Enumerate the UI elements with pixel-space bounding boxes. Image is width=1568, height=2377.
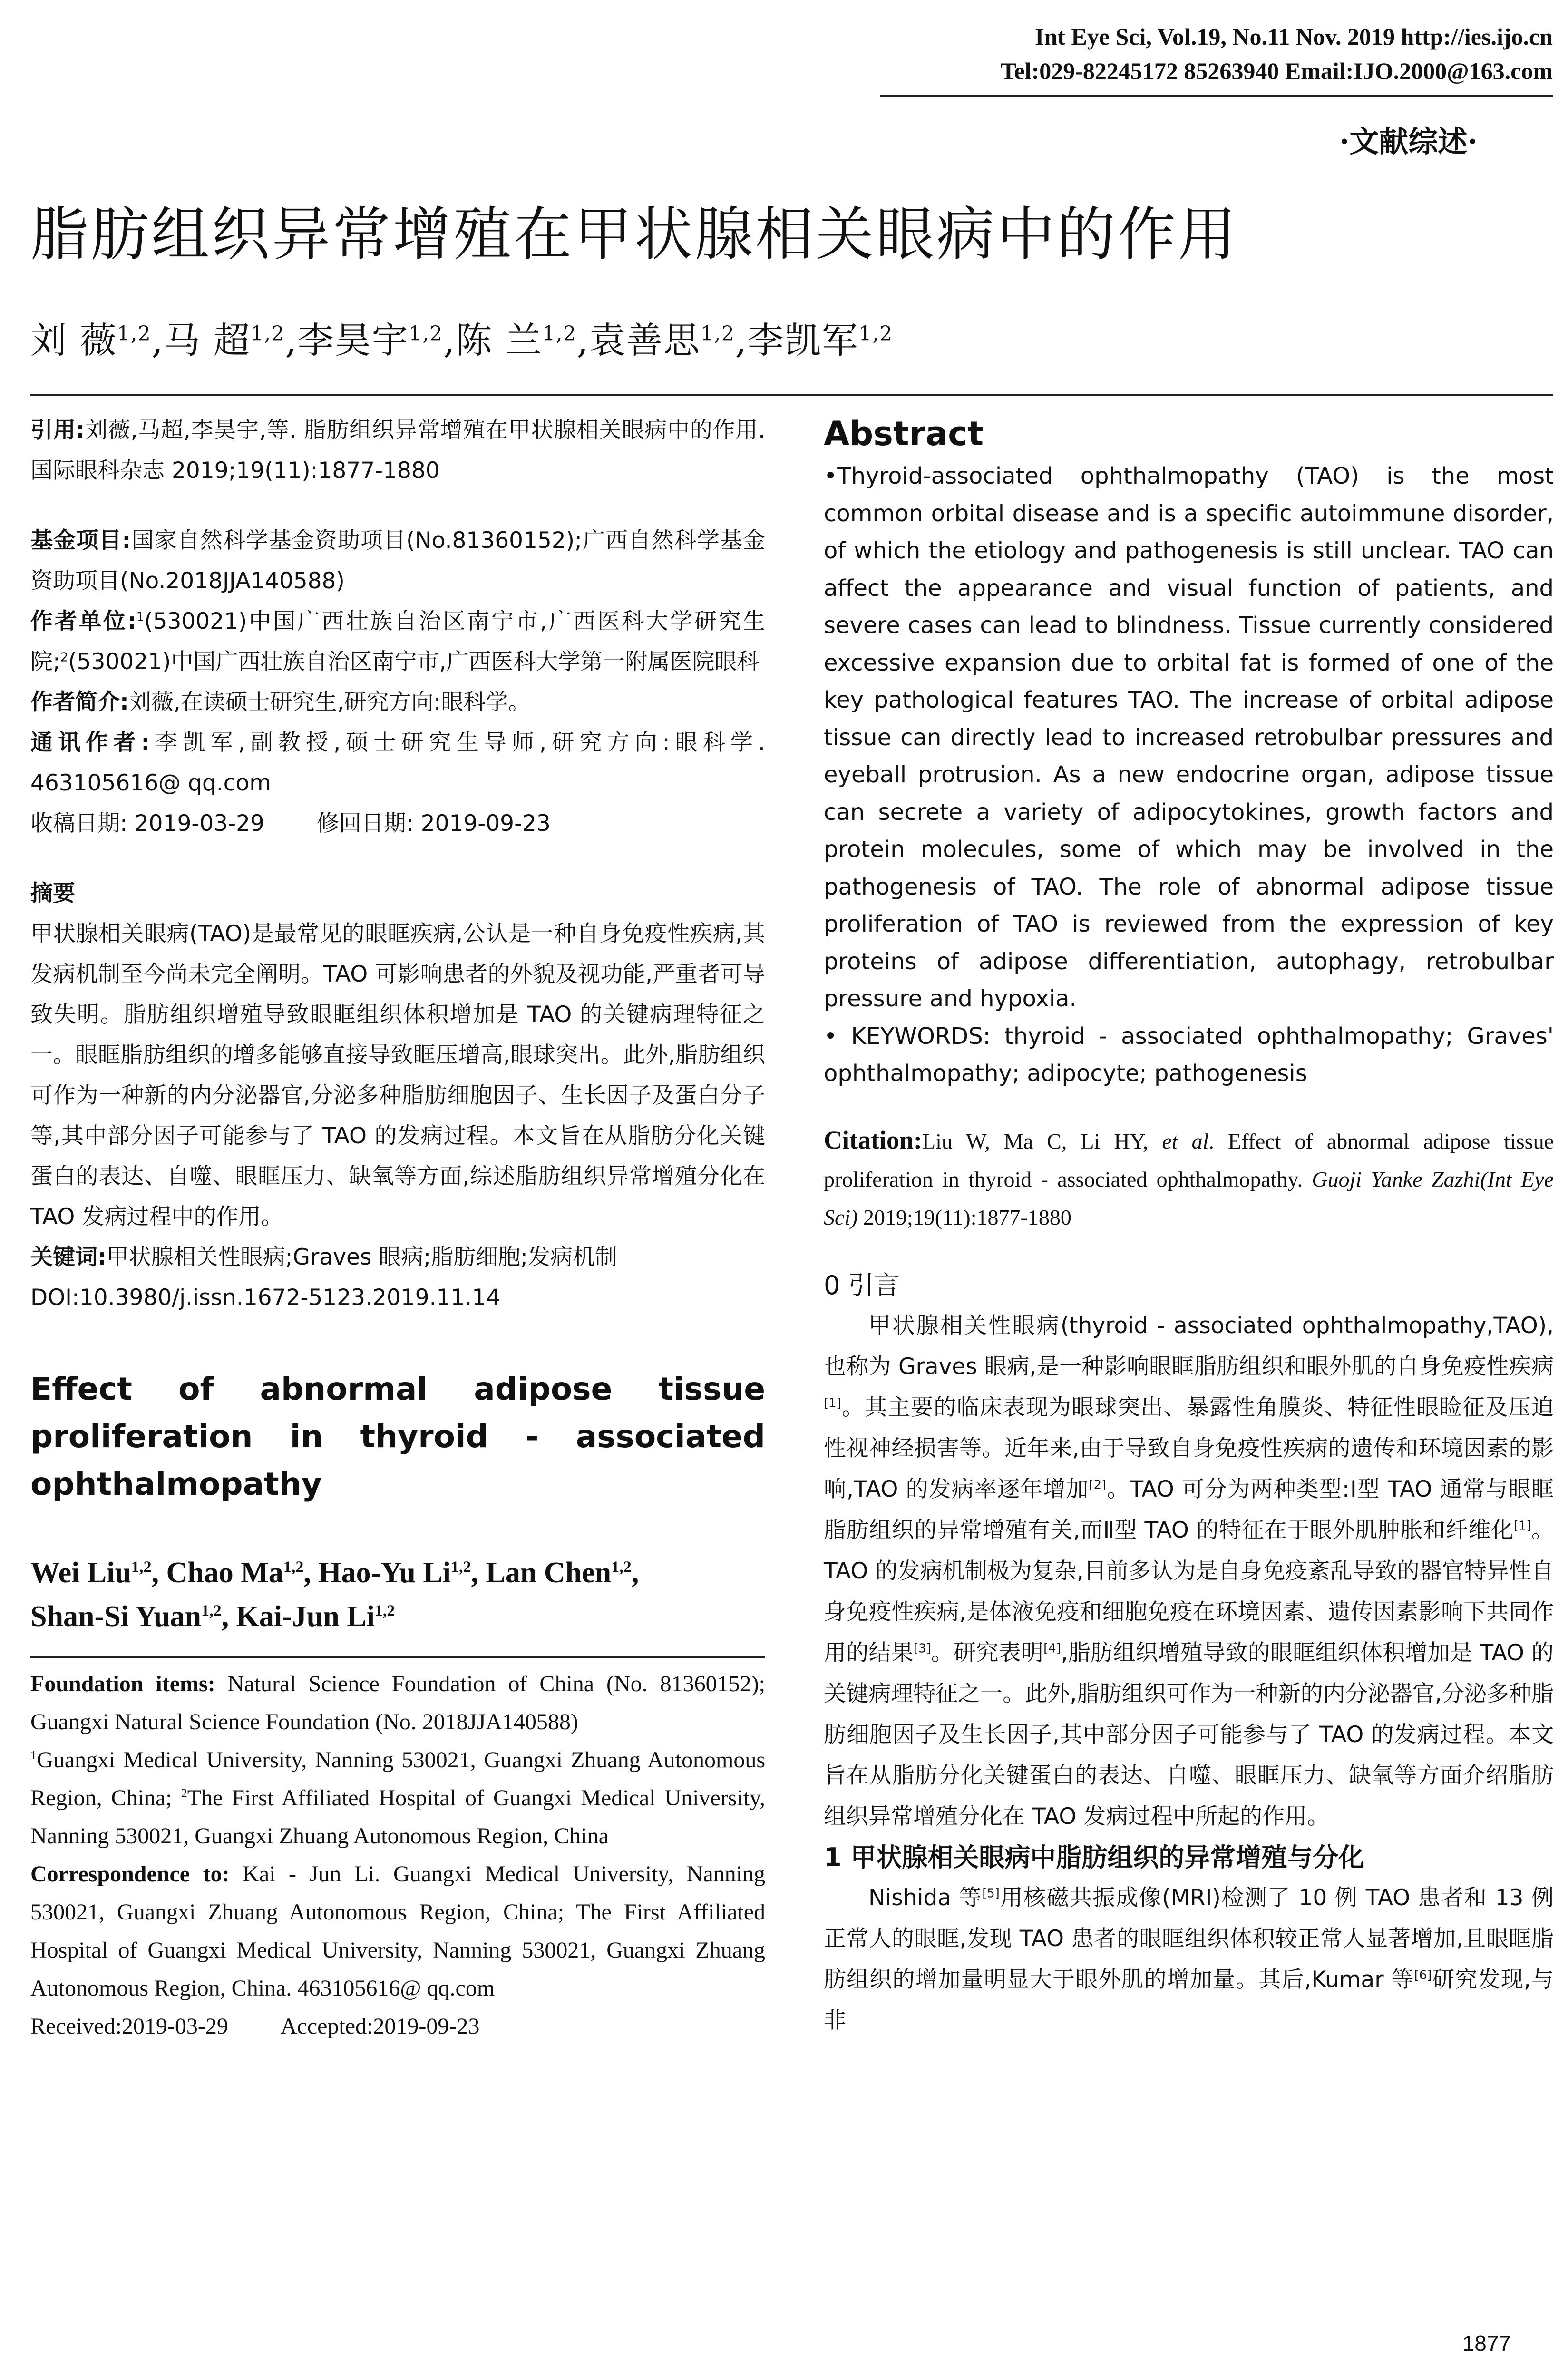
intro-paragraph	[824, 1305, 1554, 1837]
date-line	[30, 803, 765, 844]
body-text: ,脂肪组织增殖导致的眼眶组织体积增加是 TAO 的关键病理特征之一。此外,脂肪组织可作为一种新的内分泌器官,分泌多种脂肪细胞因子及生长因子,其中部分因子可能参与了 TAO 的发病过程。本文旨在从脂肪分化关键蛋白的表达、自噬、眼眶压力、缺氧等方面介绍脂肪组织异常增殖分化在 TAO 发病过程中所起的作用。	[824, 1639, 1554, 1830]
unit-text: (530021)中国广西壮族自治区南宁市,广西医科大学研究生院;	[30, 608, 766, 675]
corr-text: 李凯军,副教授,硕士研究生导师,研究方向:眼科学. 463105616@ qq.com	[30, 730, 766, 796]
section-1-heading: 1 甲状腺相关眼病中脂肪组织的异常增殖与分化	[824, 1842, 1364, 1872]
reference-mark[interactable]: [2]	[1089, 1477, 1107, 1492]
author-name: 袁善思	[589, 319, 701, 361]
foundation-label: Foundation items:	[30, 1671, 215, 1696]
contact-info-line: Tel:029-82245172 85263940 Email:IJO.2000@163.com	[1000, 58, 1553, 84]
correspondence-label: Correspondence to:	[30, 1861, 230, 1887]
unit-text: (530021)中国广西壮族自治区南宁市,广西医科大学第一附属医院眼科	[68, 649, 760, 675]
author-name-en: Lan Chen	[486, 1557, 612, 1589]
author-bio	[30, 682, 765, 722]
citation-label: 引用:	[30, 417, 85, 443]
dates-en	[30, 2007, 765, 2046]
body-text: 。TAO 的发病机制极为复杂,目前多认为是自身免疫紊乱导致的器官特异性自身免疫性疾病,是体液免疫和细胞免疫在环境因素、遗传因素影响下共同作用的结果	[824, 1517, 1554, 1666]
aff-mark: 2	[181, 1786, 187, 1800]
aff-mark: 1	[30, 1748, 37, 1762]
intro-heading: 0 引言	[824, 1270, 900, 1300]
author-affiliation-mark: 1,2	[701, 321, 735, 345]
aff-text: Guangxi Medical University, Nanning 530021, Guangxi Zhuang Autonomous Region, China;	[30, 1747, 765, 1811]
author-name-en: Wei Liu	[30, 1557, 131, 1589]
author-affiliation-mark: 1,2	[283, 1558, 304, 1576]
author-list-en: Wei Liu$^{1,2}$, Chao Ma$^{1,2}$, Hao-Yu Li$^{1,2}$, Lan Chen$^{1,2}$, Shan-Si Yuan$^{1,2}$, Kai-Jun Li$^{1,2}$	[30, 1557, 639, 1633]
keywords-zh	[30, 1237, 765, 1277]
body-text: 。研究表明	[931, 1639, 1044, 1666]
author-name: 李昊宇	[297, 319, 409, 361]
body-text: 研究发现,与非	[824, 1966, 1554, 2034]
author-name-en: Shan-Si Yuan	[30, 1600, 202, 1633]
citation-label-en: Citation:	[824, 1125, 922, 1154]
author-affiliation-mark: 1,2	[450, 1558, 471, 1576]
body-text: 用核磁共振成像(MRI)检测了 10 例 TAO 患者和 13 例正常人的眼眶,发现 TAO 患者的眼眶组织体积较正常人显著增加,且眼眶脂肪组织的增加量明显大于眼外肌的增加量。其后,Kumar 等	[824, 1884, 1554, 1993]
author-name: 陈 兰	[456, 319, 543, 361]
fund-label: 基金项目:	[30, 527, 131, 554]
corresponding-author	[30, 722, 765, 803]
title-rule	[30, 394, 1553, 396]
unit-label: 作者单位:	[30, 608, 136, 634]
bio-label: 作者简介:	[30, 689, 129, 715]
author-affiliation-mark: 1,2	[251, 321, 285, 345]
accepted-en: Accepted:2019-09-23	[280, 2014, 480, 2039]
author-name: 刘 薇	[30, 319, 117, 361]
body-text: 。其主要的临床表现为眼球突出、暴露性角膜炎、特征性眼睑征及压迫性视神经损害等。近年来,由于导致自身免疫性疾病的遗传和环境因素的影响,TAO 的发病率逐年增加	[824, 1394, 1554, 1502]
abstract-text-en: •Thyroid-associated ophthalmopathy (TAO) is the most common orbital disease and is a specific autoimmune disorder, of which the etiology and pathogenesis is still unclear. TAO can affect the appearance and visual function of patients, and severe cases can lead to blindness. Tissue currently considered excessive expansion due to orbital fat is formed of one of the key pathological features TAO. The increase of orbital adipose tissue can directly lead to increased retrobulbar pressures and eyeball protrusion. As a new endocrine organ, adipose tissue can secrete a variety of adipocytokines, growth factors and protein molecules, some of which may be involved in the pathogenesis of TAO. The role of abnormal adipose tissue proliferation of TAO is reviewed from the expression of key proteins of adipose differentiation, autophagy, retrobulbar pressure and hypoxia.	[824, 463, 1554, 1012]
corr-label: 通讯作者:	[30, 730, 150, 756]
citation-journal: Guoji Yanke Zazhi(Int Eye Sci)	[824, 1167, 1554, 1229]
doi: DOI:10.3980/j.issn.1672-5123.2019.11.14	[30, 1285, 501, 1311]
author-name: 李凯军	[747, 319, 859, 361]
reference-mark[interactable]: [6]	[1414, 1968, 1432, 1982]
body-text: 。TAO 可分为两种类型:Ⅰ型 TAO 通常与眼眶脂肪组织的异常增殖有关,而Ⅱ型 TAO 的特征在于眼外肌肿胀和纤维化	[824, 1476, 1554, 1543]
reference-mark[interactable]: [1]	[824, 1395, 841, 1410]
keywords-text: 甲状腺相关性眼病;Graves 眼病;脂肪细胞;发病机制	[106, 1244, 618, 1270]
abstract-text-zh: 甲状腺相关眼病(TAO)是最常见的眼眶疾病,公认是一种自身免疫性疾病,其发病机制至今尚未完全阐明。TAO 可影响患者的外貌及视功能,严重者可导致失明。脂肪组织增殖导致眼眶组织体积增加是 TAO 的关键病理特征之一。眼眶脂肪组织的增多能够直接导致眶压增高,眼球突出。此外,脂肪组织可作为一种新的内分泌器官,分泌多种脂肪细胞因子、生长因子及蛋白分子等,其中部分因子可能参与了 TAO 的发病过程。本文旨在从脂肪分化关键蛋白的表达、自噬、眼眶压力、缺氧等方面,综述脂肪组织异常增殖分化在 TAO 发病过程中的作用。	[30, 921, 765, 1230]
keywords-label: 关键词:	[30, 1244, 107, 1270]
author-affiliation-mark: 1,2	[542, 321, 577, 345]
section-tag: ·文献综述·	[1339, 124, 1478, 159]
revised-date: 修回日期: 2019-09-23	[316, 810, 551, 837]
author-name-en: Kai-Jun Li	[236, 1600, 375, 1633]
bio-text: 刘薇,在读硕士研究生,研究方向:眼科学。	[128, 689, 531, 715]
abstract-heading-en: Abstract	[824, 414, 984, 453]
author-name-en: Chao Ma	[166, 1557, 283, 1589]
abstract-label-zh: 摘要	[30, 880, 75, 906]
journal-info-line: Int Eye Sci, Vol.19, No.11 Nov. 2019 http://ies.ijo.cn	[1035, 23, 1553, 50]
english-title: Effect of abnormal adipose tissue proliferation in thyroid - associated ophthalmopathy	[30, 1371, 765, 1502]
correspondence-text: Kai - Jun Li. Guangxi Medical University, Nanning 530021, Guangxi Zhuang Autonomous Region, China; The First Affiliated Hospital of Guangxi Medical University, Nanning 530021, Guangxi Zhuang Autonomous Region, China. 463105616@ qq.com	[30, 1861, 765, 2001]
author-name: 马 超	[164, 319, 251, 361]
reference-mark[interactable]: [5]	[982, 1886, 1000, 1900]
author-affiliation-mark: 1,2	[201, 1602, 222, 1620]
fund-text: 国家自然科学基金资助项目(No.81360152);广西自然科学基金资助项目(No.2018JJA140588)	[30, 527, 766, 594]
reference-mark[interactable]: [4]	[1043, 1641, 1061, 1656]
received-en: Received:2019-03-29	[30, 2014, 228, 2039]
aff-text: The First Affiliated Hospital of Guangxi Medical University, Nanning 530021, Guangxi Zhuang Autonomous Region, China	[30, 1785, 765, 1849]
article-title: 脂肪组织异常增殖在甲状腺相关眼病中的作用	[30, 201, 1238, 268]
author-affiliation-mark: 1,2	[858, 321, 894, 345]
reference-mark[interactable]: [3]	[913, 1641, 931, 1656]
citation-zh	[30, 410, 765, 491]
left-column	[30, 410, 765, 2046]
reference-mark[interactable]: [1]	[1513, 1518, 1531, 1533]
author-affiliation-mark: 1,2	[131, 1558, 152, 1576]
header-rule	[880, 95, 1553, 97]
citation-en	[824, 1121, 1554, 1237]
citation-text-en: . Effect of abnormal adipose tissue proliferation in thyroid - associated ophthalmopathy.	[824, 1129, 1554, 1191]
correspondence-en	[30, 1855, 765, 2007]
citation-text: 刘薇,马超,李昊宇,等. 脂肪组织异常增殖在甲状腺相关眼病中的作用.国际眼科杂志 2019;19(11):1877-1880	[30, 417, 766, 484]
section-1-paragraph	[824, 1878, 1554, 2041]
body-text: Nishida 等	[868, 1884, 983, 1911]
citation-text-en: Liu W, Ma C, Li HY,	[922, 1129, 1162, 1153]
foundation-items	[30, 1665, 765, 1741]
author-affiliation-mark: 1,2	[374, 1602, 395, 1620]
keywords-en: • KEYWORDS: thyroid - associated ophthalmopathy; Graves' ophthalmopathy; adipocyte; pathogenesis	[824, 1023, 1554, 1087]
unit-mark: 2	[60, 650, 68, 665]
unit-mark: 1	[136, 610, 145, 624]
right-column	[824, 410, 1554, 2041]
author-affiliation-mark: 1,2	[611, 1558, 632, 1576]
author-units	[30, 601, 765, 682]
affiliations-en	[30, 1741, 765, 1855]
author-list-zh: 刘 薇$^{1,2}$,马 超$^{1,2}$,李昊宇$^{1,2}$,陈 兰$^{1,2}$,袁善思$^{1,2}$,李凯军$^{1,2}$	[30, 319, 894, 361]
foundation-text: Natural Science Foundation of China (No. 81360152); Guangxi Natural Science Foundation (No. 2018JJA140588)	[30, 1671, 766, 1734]
citation-text-en: 2019;19(11):1877-1880	[857, 1205, 1071, 1229]
author-affiliation-mark: 1,2	[409, 321, 444, 345]
author-affiliation-mark: 1,2	[117, 321, 152, 345]
page-number: 1877	[1462, 2331, 1511, 2356]
received-date: 收稿日期: 2019-03-29	[30, 810, 264, 837]
body-text: 甲状腺相关性眼病(thyroid - associated ophthalmopathy,TAO),也称为 Graves 眼病,是一种影响眼眶脂肪组织和眼外肌的自身免疫性疾病	[824, 1312, 1554, 1380]
author-name-en: Hao-Yu Li	[318, 1557, 451, 1589]
fund-info	[30, 520, 765, 601]
citation-etal: et al	[1162, 1129, 1209, 1153]
